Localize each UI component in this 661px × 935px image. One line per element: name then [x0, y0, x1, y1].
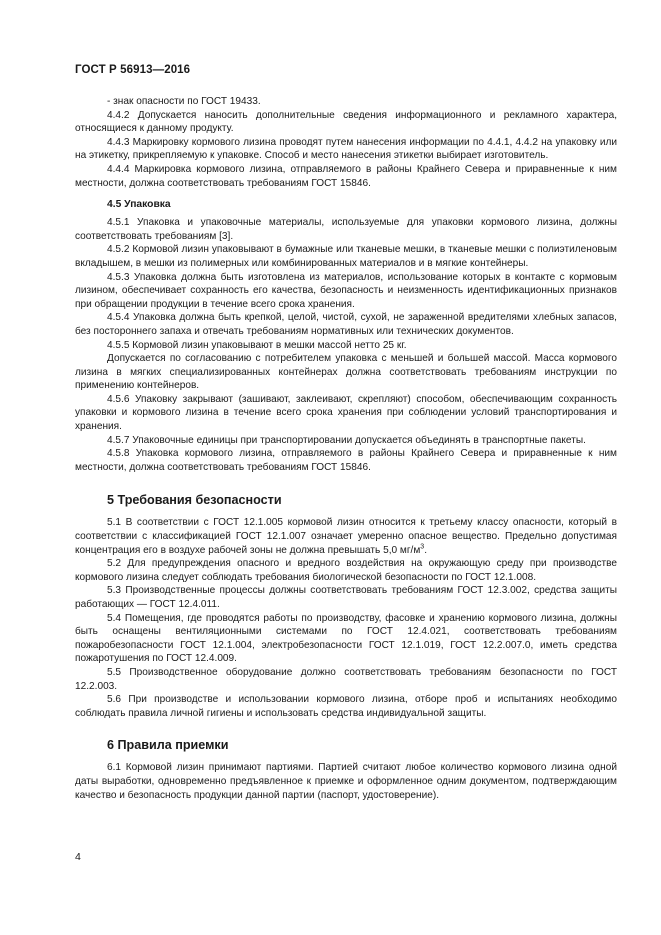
paragraph-4-5-8: 4.5.8 Упаковка кормового лизина, отправляемого в районы Крайнего Севера и приравненные к ним местности, должна соответствовать требованиям ГОСТ 15846. — [75, 448, 617, 473]
paragraph-4-5-4: 4.5.4 Упаковка должна быть крепкой, целой, чистой, сухой, не зараженной вредителями хлебных запасов, без постороннего запаха и отвечать требованиям нормативных или технических документов. — [75, 312, 617, 337]
paragraph-4-4-3: 4.4.3 Маркировку кормового лизина проводят путем нанесения информации по 4.4.1, 4.4.2 на упаковку или на этикетку, прикрепляемую к упаковке. Способ и место нанесения этикетки выбирает изготовитель. — [75, 136, 617, 162]
paragraph-6-1: 6.1 Кормовой лизин принимают партиями. Партией считают любое количество кормового лизина одной даты выработки, одновременно предъявленное к приемке и оформленное одним документом, подтверждающим качество и безопасность продукции данной партии (паспорт, удостоверение). — [75, 762, 617, 801]
document-body — [75, 95, 617, 802]
paragraph-5-4: 5.4 Помещения, где проводятся работы по производству, фасовке и хранению кормового лизина, должны быть оснащены вентиляционными системами по ГОСТ 12.4.021, соответствовать требованиям пожаробезопасности ГОСТ 12.1.004, электробезопасности ГОСТ 12.1.019, ГОСТ 12.2.007.0, иметь средства пожаротушения по ГОСТ 12.4.009. — [75, 612, 617, 665]
page-number: 4 — [75, 851, 81, 863]
paragraph-5-1-text: 5.1 В соответствии с ГОСТ 12.1.005 кормовой лизин относится к третьему классу опасности, который в соответствии с классификацией ГОСТ 12.1.007 означает умеренно опасное вещество. Предельно допустимая концентрация его в воздухе рабочей зоны не должна превышать 5,0 мг/м — [75, 517, 617, 556]
section-heading-6: 6 Правила приемки — [107, 738, 229, 753]
paragraph-5-5: 5.5 Производственное оборудование должно соответствовать требованиям безопасности по ГОСТ 12.2.003. — [75, 666, 617, 692]
paragraph-4-5-3: 4.5.3 Упаковка должна быть изготовлена из материалов, использование которых в контакте с кормовым лизином, обеспечивает сохранность его качества, безопасность и неизменность идентификационных признаков при обращении продукции в течение всего срока хранения. — [75, 271, 617, 310]
paragraph-5-1 — [75, 516, 617, 557]
paragraph-5-1-end: . — [424, 544, 428, 556]
paragraph-4-5-7: 4.5.7 Упаковочные единицы при транспортировании допускается объединять в транспортные пакеты. — [107, 434, 586, 446]
paragraph-4-4-4: 4.4.4 Маркировка кормового лизина, отправляемого в районы Крайнего Севера и приравненные к ним местности, должна соответствовать требованиям ГОСТ 15846. — [75, 163, 617, 189]
paragraph-sign: - знак опасности по ГОСТ 19433. — [107, 96, 261, 107]
subsection-heading-4-5: 4.5 Упаковка — [107, 199, 171, 211]
paragraph-4-5-5: 4.5.5 Кормовой лизин упаковывают в мешки массой нетто 25 кг. — [107, 339, 407, 351]
section-heading-5: 5 Требования безопасности — [107, 493, 282, 508]
paragraph-4-5-1: 4.5.1 Упаковка и упаковочные материалы, используемые для упаковки кормового лизина, должны соответствовать требованиям [3]. — [75, 217, 617, 242]
paragraph-4-5-5-continued: Допускается по согласованию с потребителем упаковка с меньшей и большей массой. Масса кормового лизина в мягких специализированных контейнерах должна соответствовать требованиям инструкции по применению контейнеров. — [75, 353, 617, 392]
paragraph-4-5-2: 4.5.2 Кормовой лизин упаковывают в бумажные или тканевые мешки, в тканевые мешки с полиэтиленовым вкладышем, в мешки из полимерных или комбинированных материалов и в мягкие контейнеры. — [75, 244, 617, 269]
paragraph-5-2: 5.2 Для предупреждения опасного и вредного воздействия на окружающую среду при производстве кормового лизина следует соблюдать требования биологической безопасности по ГОСТ 12.1.008. — [75, 558, 617, 583]
paragraph-5-3: 5.3 Производственные процессы должны соответствовать требованиям ГОСТ 12.3.002, средства защиты работающих — ГОСТ 12.4.011. — [75, 585, 617, 610]
document-header: ГОСТ Р 56913—2016 — [75, 64, 191, 76]
paragraph-5-6: 5.6 При производстве и использовании кормового лизина, отборе проб и испытаниях необходимо соблюдать правила личной гигиены и использовать средства индивидуальной защиты. — [75, 694, 617, 719]
paragraph-4-5-6: 4.5.6 Упаковку закрывают (зашивают, заклеивают, скрепляют) способом, обеспечивающим сохранность упаковки и кормового лизина в течение всего срока хранения при соблюдении условий транспортирования и хранения. — [75, 393, 617, 433]
paragraph-4-4-2: 4.4.2 Допускается наносить дополнительные сведения информационного и рекламного характера, относящиеся к данному продукту. — [75, 109, 617, 135]
superscript-cubic: 3 — [420, 543, 425, 551]
